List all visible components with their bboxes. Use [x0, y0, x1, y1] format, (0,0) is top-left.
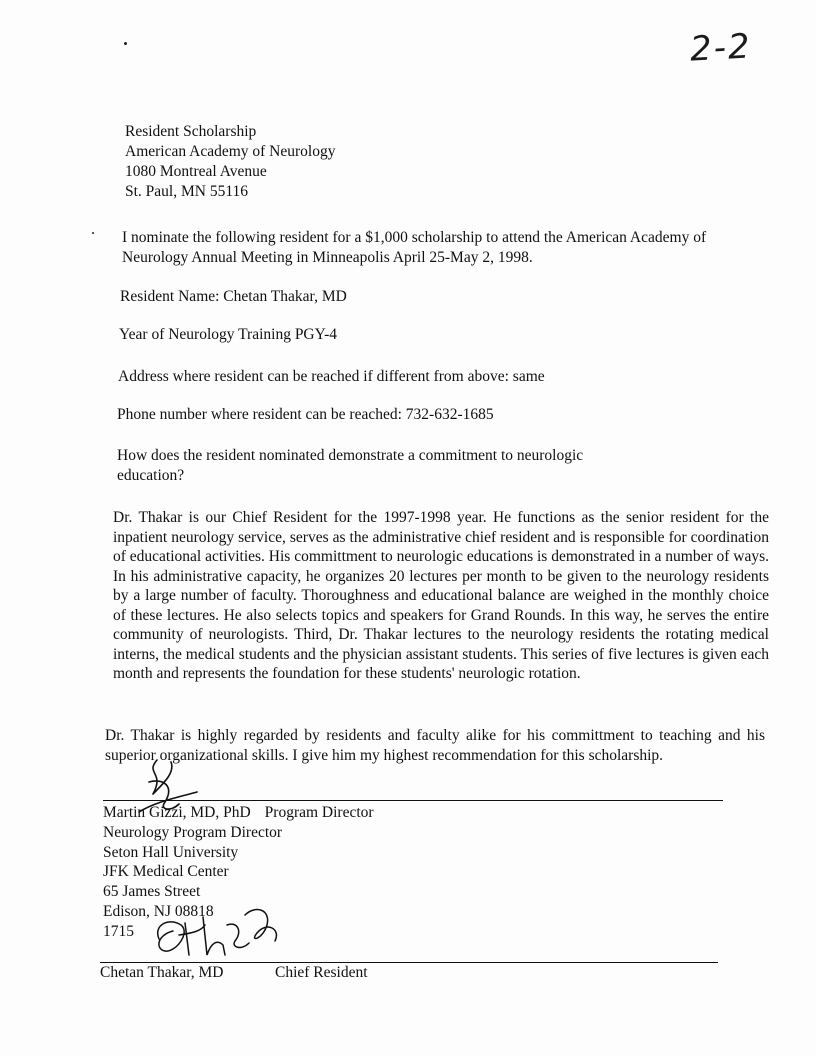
- signature-line: [103, 800, 723, 801]
- resident-name-field: Resident Name: Chetan Thakar, MD: [120, 288, 347, 305]
- scan-speck: [124, 42, 127, 45]
- recipient-line: St. Paul, MN 55116: [125, 183, 249, 200]
- signatory-role: Program Director: [264, 804, 374, 821]
- resident-name: Chetan Thakar, MD: [100, 964, 224, 981]
- recommendation-paragraph: Dr. Thakar is highly regarded by residents and faculty alike for his committment to teaching and his superior organizational skills. I give him my highest recommendation for this scholarship.: [105, 727, 765, 764]
- phone-field: Phone number where resident can be reached: 732-632-1685: [117, 406, 494, 423]
- signatory-line: Neurology Program Director: [103, 823, 283, 841]
- signatory-line: JFK Medical Center: [103, 863, 229, 881]
- body-paragraph: Dr. Thakar is our Chief Resident for the 1997-1998 year. He functions as the senior resident for the inpatient neurology service, serves as the administrative chief resident and is responsible for coordination of educational activities. His committment to neurologic educations is demonstrated in a number of ways. In his administrative capacity, he organizes 20 lectures per month to be given to the neurology residents by a large number of faculty. Thoroughness and educational balance are weighed in the monthly choice of these lectures. He also selects topics and speakers for Grand Rounds. In this way, he serves the entire community of neurologists. Third, Dr. Thakar lectures to the neurology residents the rotating medical interns, the medical students and the physician assistant students. This series of five lectures is given each month and represents the foundation for these students' neurologic rotation.: [113, 509, 770, 682]
- signatory-line: 1715: [103, 922, 134, 940]
- nomination-line: I nominate the following resident for a $1,000 scholarship to attend the American Academy of: [122, 229, 707, 246]
- resident-title: Chief Resident: [275, 964, 368, 981]
- commitment-question: How does the resident nominated demonstrate a commitment to neurologic education?: [117, 447, 584, 484]
- signatory-name: Martin Gizzi, MD, PhD: [103, 804, 251, 821]
- nomination-line: Neurology Annual Meeting in Minneapolis April 25-May 2, 1998.: [122, 249, 533, 266]
- recipient-line: 1080 Montreal Avenue: [125, 163, 267, 180]
- address-field: Address where resident can be reached if different from above: same: [118, 368, 545, 385]
- recipient-line: American Academy of Neurology: [125, 143, 336, 160]
- signatory-line: Edison, NJ 08818: [103, 902, 214, 920]
- resident-signature-caption: [100, 963, 368, 983]
- recipient-address: [125, 122, 335, 202]
- training-year-field: Year of Neurology Training PGY-4: [119, 326, 338, 343]
- recipient-line: Resident Scholarship: [125, 123, 257, 140]
- scan-speck: [92, 232, 94, 234]
- signatory-line: 65 James Street: [103, 883, 201, 901]
- signatory-line: Seton Hall University: [103, 843, 239, 861]
- page-number-mark: 2-2: [688, 26, 753, 70]
- signatory-name-row: [103, 803, 374, 823]
